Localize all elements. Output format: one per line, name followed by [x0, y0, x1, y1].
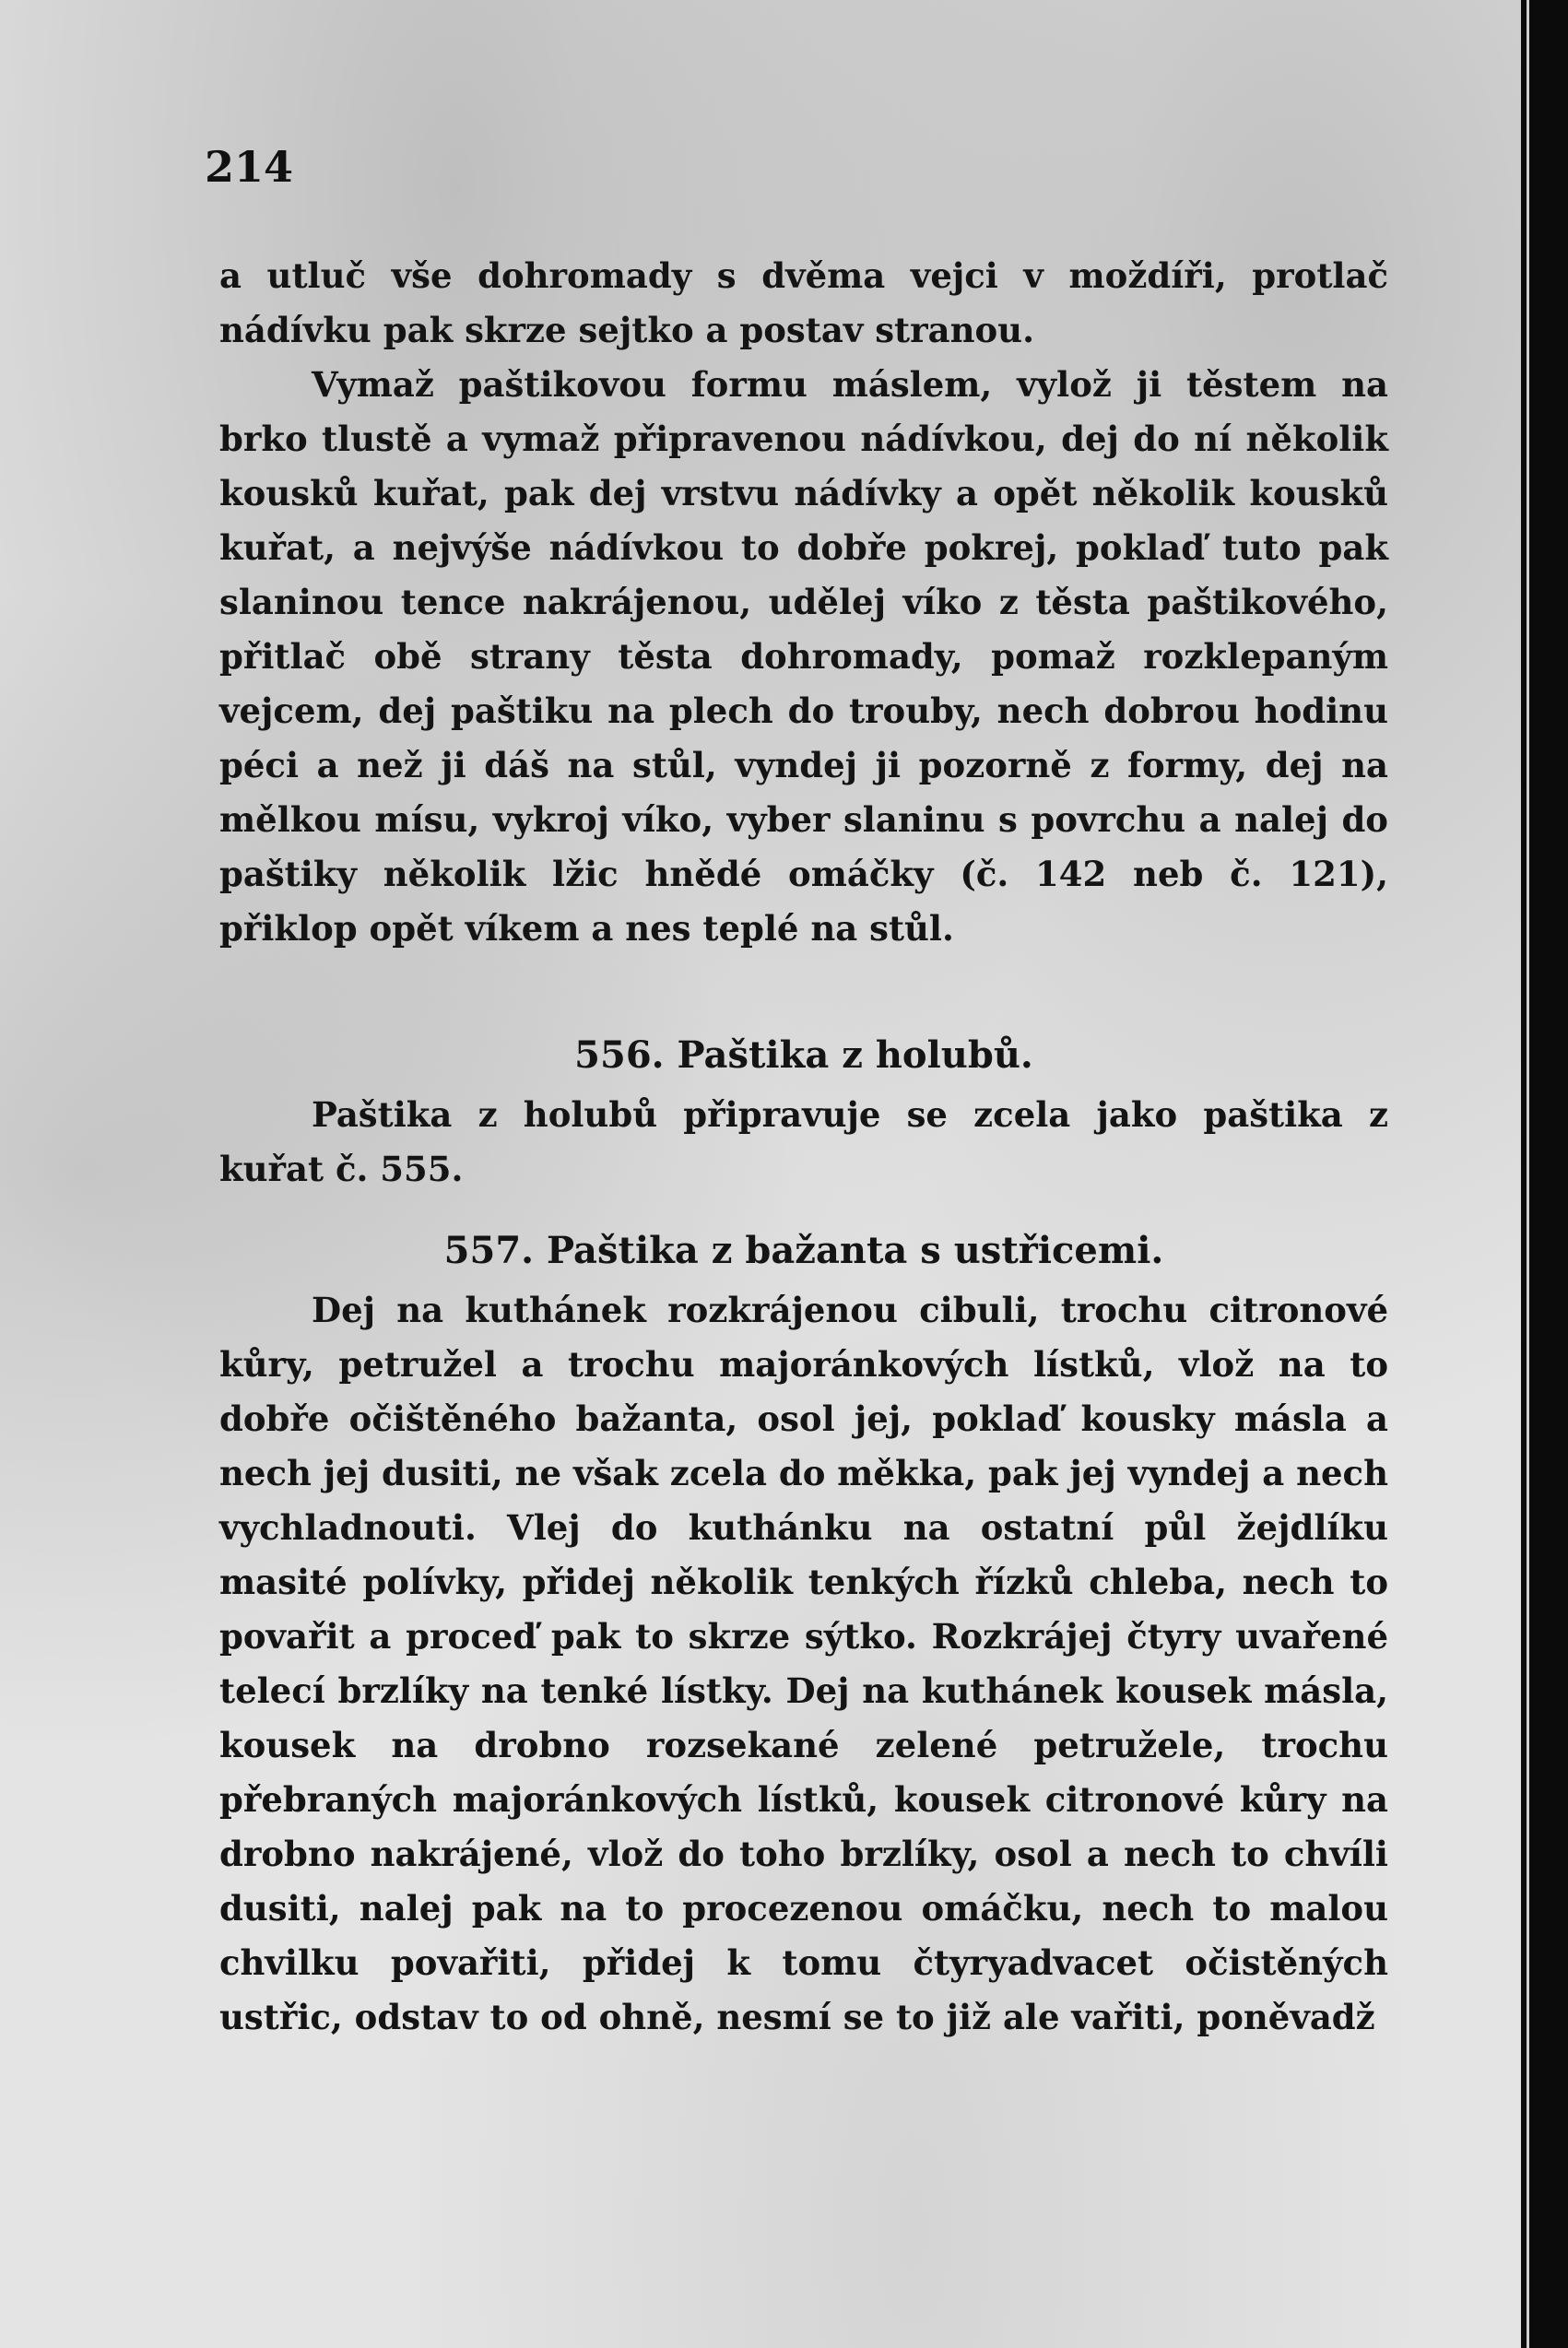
- recipe-title: Paštika z holubů.: [677, 1033, 1033, 1077]
- recipe-body: Paštika z holubů připravuje se zcela jako paštika z kuřat č. 555.: [219, 1094, 1388, 1189]
- scan-page-edge: [1527, 0, 1529, 2348]
- recipe-number: 556.: [574, 1033, 665, 1077]
- recipe-556: [219, 1023, 1388, 1197]
- recipe-557: [219, 1219, 1388, 2045]
- recipe-number: 557.: [443, 1229, 535, 1272]
- recipe-555-continuation: [219, 249, 1388, 956]
- recipe-heading: [219, 1023, 1388, 1088]
- paragraph-pate-assembly: Vymaž paštikovou formu máslem, vylož ji těstem na brko tlustě a vymaž připravenou nádívkou, dej do ní několik kousků kuřat, pak dej vrstvu nádívky a opět několik kousků kuřat, a nejvýše nádívkou to dobře pokrej, poklaď tuto pak slaninou tence nakrájenou, udělej víko z těsta paštikového, přitlač obě strany těsta dohromady, pomaž rozklepaným vejcem, dej paštiku na plech do trouby, nech dobrou hodinu péci a než ji dáš na stůl, vyndej ji pozorně z formy, dej na mělkou mísu, vykroj víko, vyber slaninu s povrchu a nalej do paštiky několik lžic hnědé omáčky (č. 142 neb č. 121), přiklop opět víkem a nes teplé na stůl.: [219, 364, 1388, 949]
- page-number: 214: [205, 142, 294, 192]
- recipe-title: Paštika z bažanta s ustřicemi.: [547, 1229, 1164, 1272]
- paragraph-continuation: a utluč vše dohromady s dvěma vejci v moždíři, protlač nádívku pak skrze sejtko a postav stranou.: [219, 255, 1388, 350]
- recipe-body: Dej na kuthánek rozkrájenou cibuli, trochu citronové kůry, petružel a trochu majoránkových lístků, vlož na to dobře očištěného bažanta, osol jej, poklaď kousky másla a nech jej dusiti, ne však zcela do měkka, pak jej vyndej a nech vychladnouti. Vlej do kuthánku na ostatní půl žejdlíku masité polívky, přidej několik tenkých řízků chleba, nech to povařit a proceď pak to skrze sýtko. Rozkrájej čtyry uvařené telecí brzlíky na tenké lístky. Dej na kuthánek kousek másla, kousek na drobno rozsekané zelené petružele, trochu přebraných majoránkových lístků, kousek citronové kůry na drobno nakrájené, vlož do toho brzlíky, osol a nech to chvíli dusiti, nalej pak na to procezenou omáčku, nech to malou chvilku povařiti, přidej k tomu čtyryadvacet očistěných ustřic, odstav to od ohně, nesmí se to již ale vařiti, poněvadž: [219, 1290, 1388, 2037]
- recipe-heading: [219, 1219, 1388, 1283]
